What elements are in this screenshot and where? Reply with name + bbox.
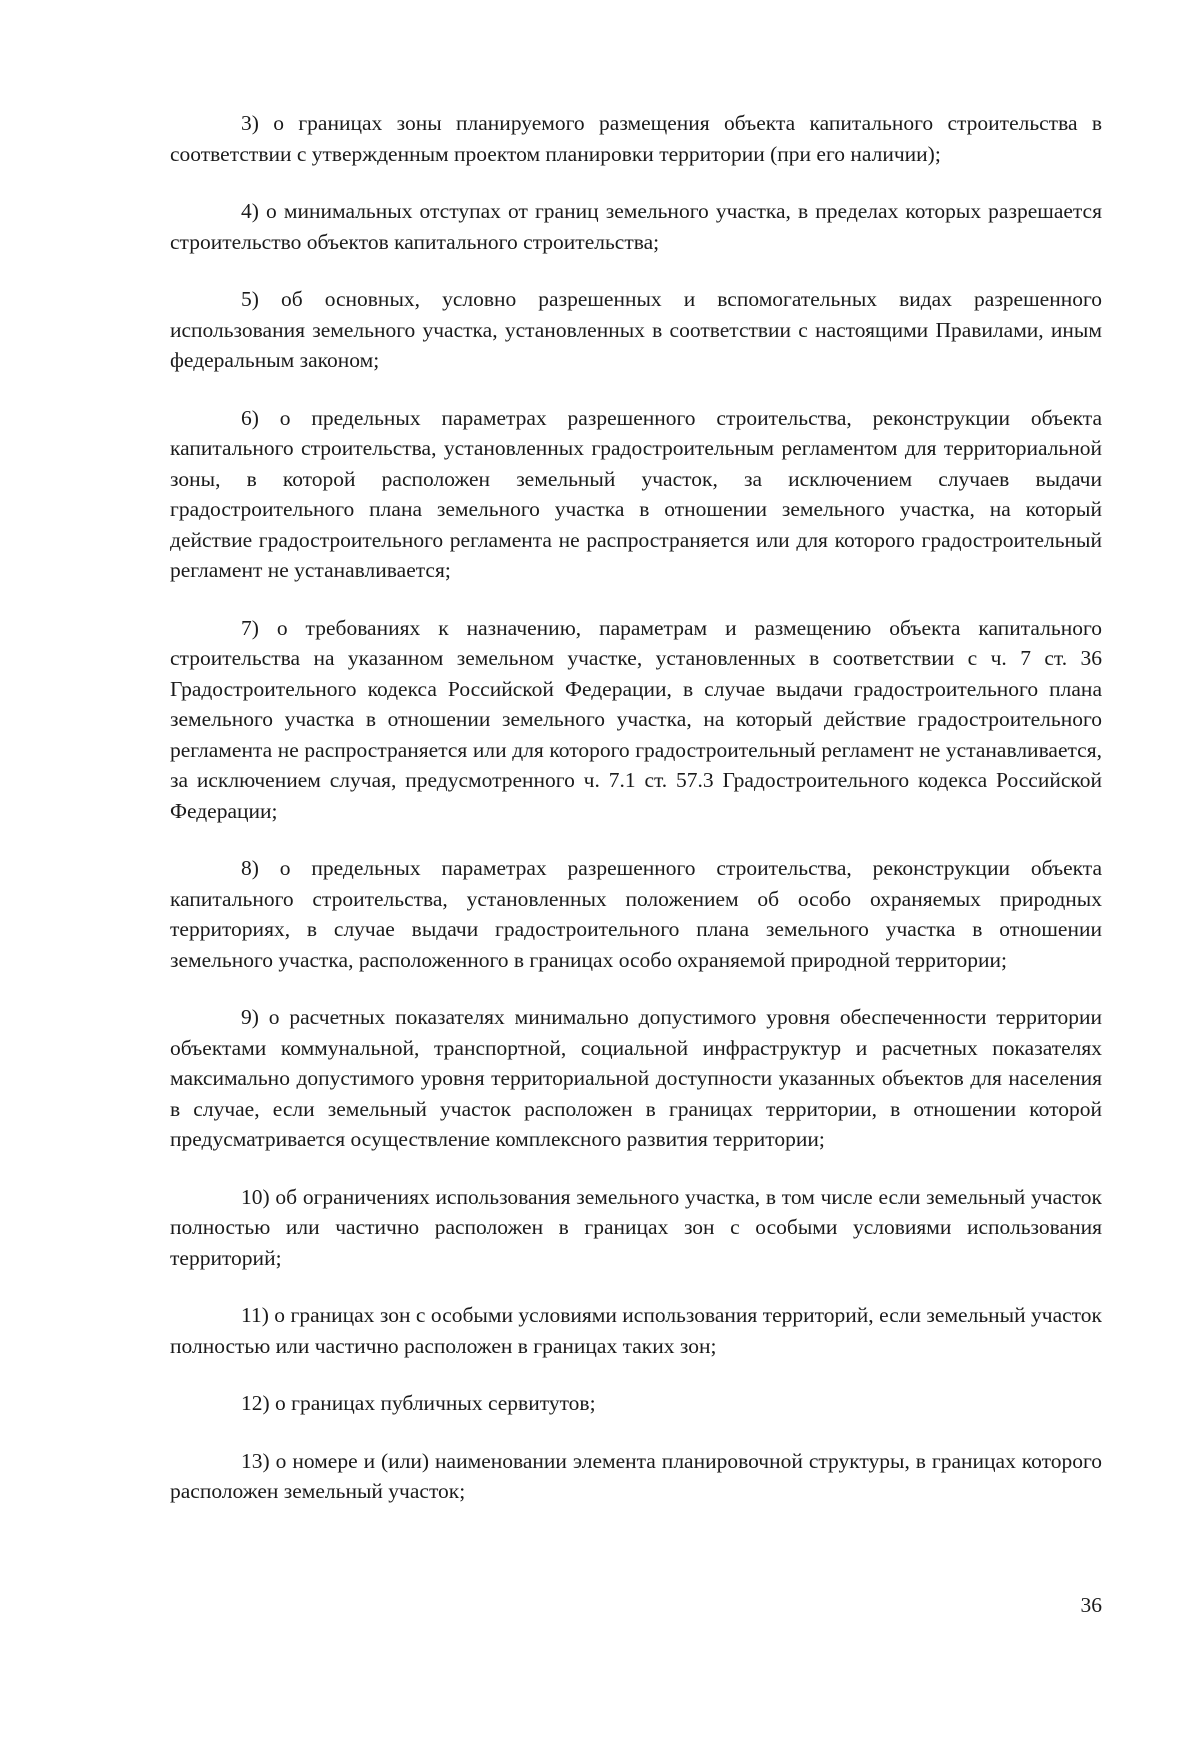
paragraph-item-7: 7) о требованиях к назначению, параметрам и размещению объекта капитального строительства на указанном земельном участке, установленных в соответствии с ч. 7 ст. 36 Градостроительного кодекса Российской Федерации, в случае выдачи градостроительного плана земельного участка в отношении земельного участка, на который действие градостроительного регламента не распространяется или для которого градостроительный регламент не устанавливается, за исключением случая, предусмотренного ч. 7.1 ст. 57.3 Градостроительного кодекса Российской Федерации; (170, 615, 1102, 823)
paragraph-item-12: 12) о границах публичных сервитутов; (241, 1391, 596, 1415)
paragraph-item-9: 9) о расчетных показателях минимально допустимого уровня обеспеченности территории объектами коммунальной, транспортной, социальной инфраструктур и расчетных показателях максимально допустимого уровня территориальной доступности указанных объектов для населения в случае, если земельный участок расположен в границах территории, в отношении которой предусматривается осуществление комплексного развития территории; (170, 1005, 1102, 1151)
page-number: 36 (1080, 1593, 1102, 1617)
paragraph-item-11: 11) о границах зон с особыми условиями использования территорий, если земельный участок полностью или частично расположен в границах таких зон; (170, 1303, 1102, 1358)
paragraph-item-13: 13) о номере и (или) наименовании элемента планировочной структуры, в границах которого расположен земельный участок; (170, 1448, 1102, 1503)
document-body (170, 108, 1102, 1534)
paragraph-item-8: 8) о предельных параметрах разрешенного строительства, реконструкции объекта капитального строительства, установленных положением об особо охраняемых природных территориях, в случае выдачи градостроительного плана земельного участка в отношении земельного участка, расположенного в границах особо охраняемой природной территории; (170, 856, 1102, 972)
paragraph-item-6: 6) о предельных параметрах разрешенного строительства, реконструкции объекта капитального строительства, установленных градостроительным регламентом для территориальной зоны, в которой расположен земельный участок, за исключением случаев выдачи градостроительного плана земельного участка в отношении земельного участка, на который действие градостроительного регламента не распространяется или для которого градостроительный регламент не устанавливается; (170, 405, 1102, 582)
paragraph-item-5: 5) об основных, условно разрешенных и вспомогательных видах разрешенного использования земельного участка, установленных в соответствии с настоящими Правилами, иным федеральным законом; (170, 287, 1102, 372)
paragraph-item-3: 3) о границах зоны планируемого размещения объекта капитального строительства в соответствии с утвержденным проектом планировки территории (при его наличии); (170, 111, 1102, 166)
paragraph-item-10: 10) об ограничениях использования земельного участка, в том числе если земельный участок полностью или частично расположен в границах зон с особыми условиями использования территорий; (170, 1184, 1102, 1270)
paragraph-item-4: 4) о минимальных отступах от границ земельного участка, в пределах которых разрешается строительство объектов капитального строительства; (170, 199, 1102, 254)
